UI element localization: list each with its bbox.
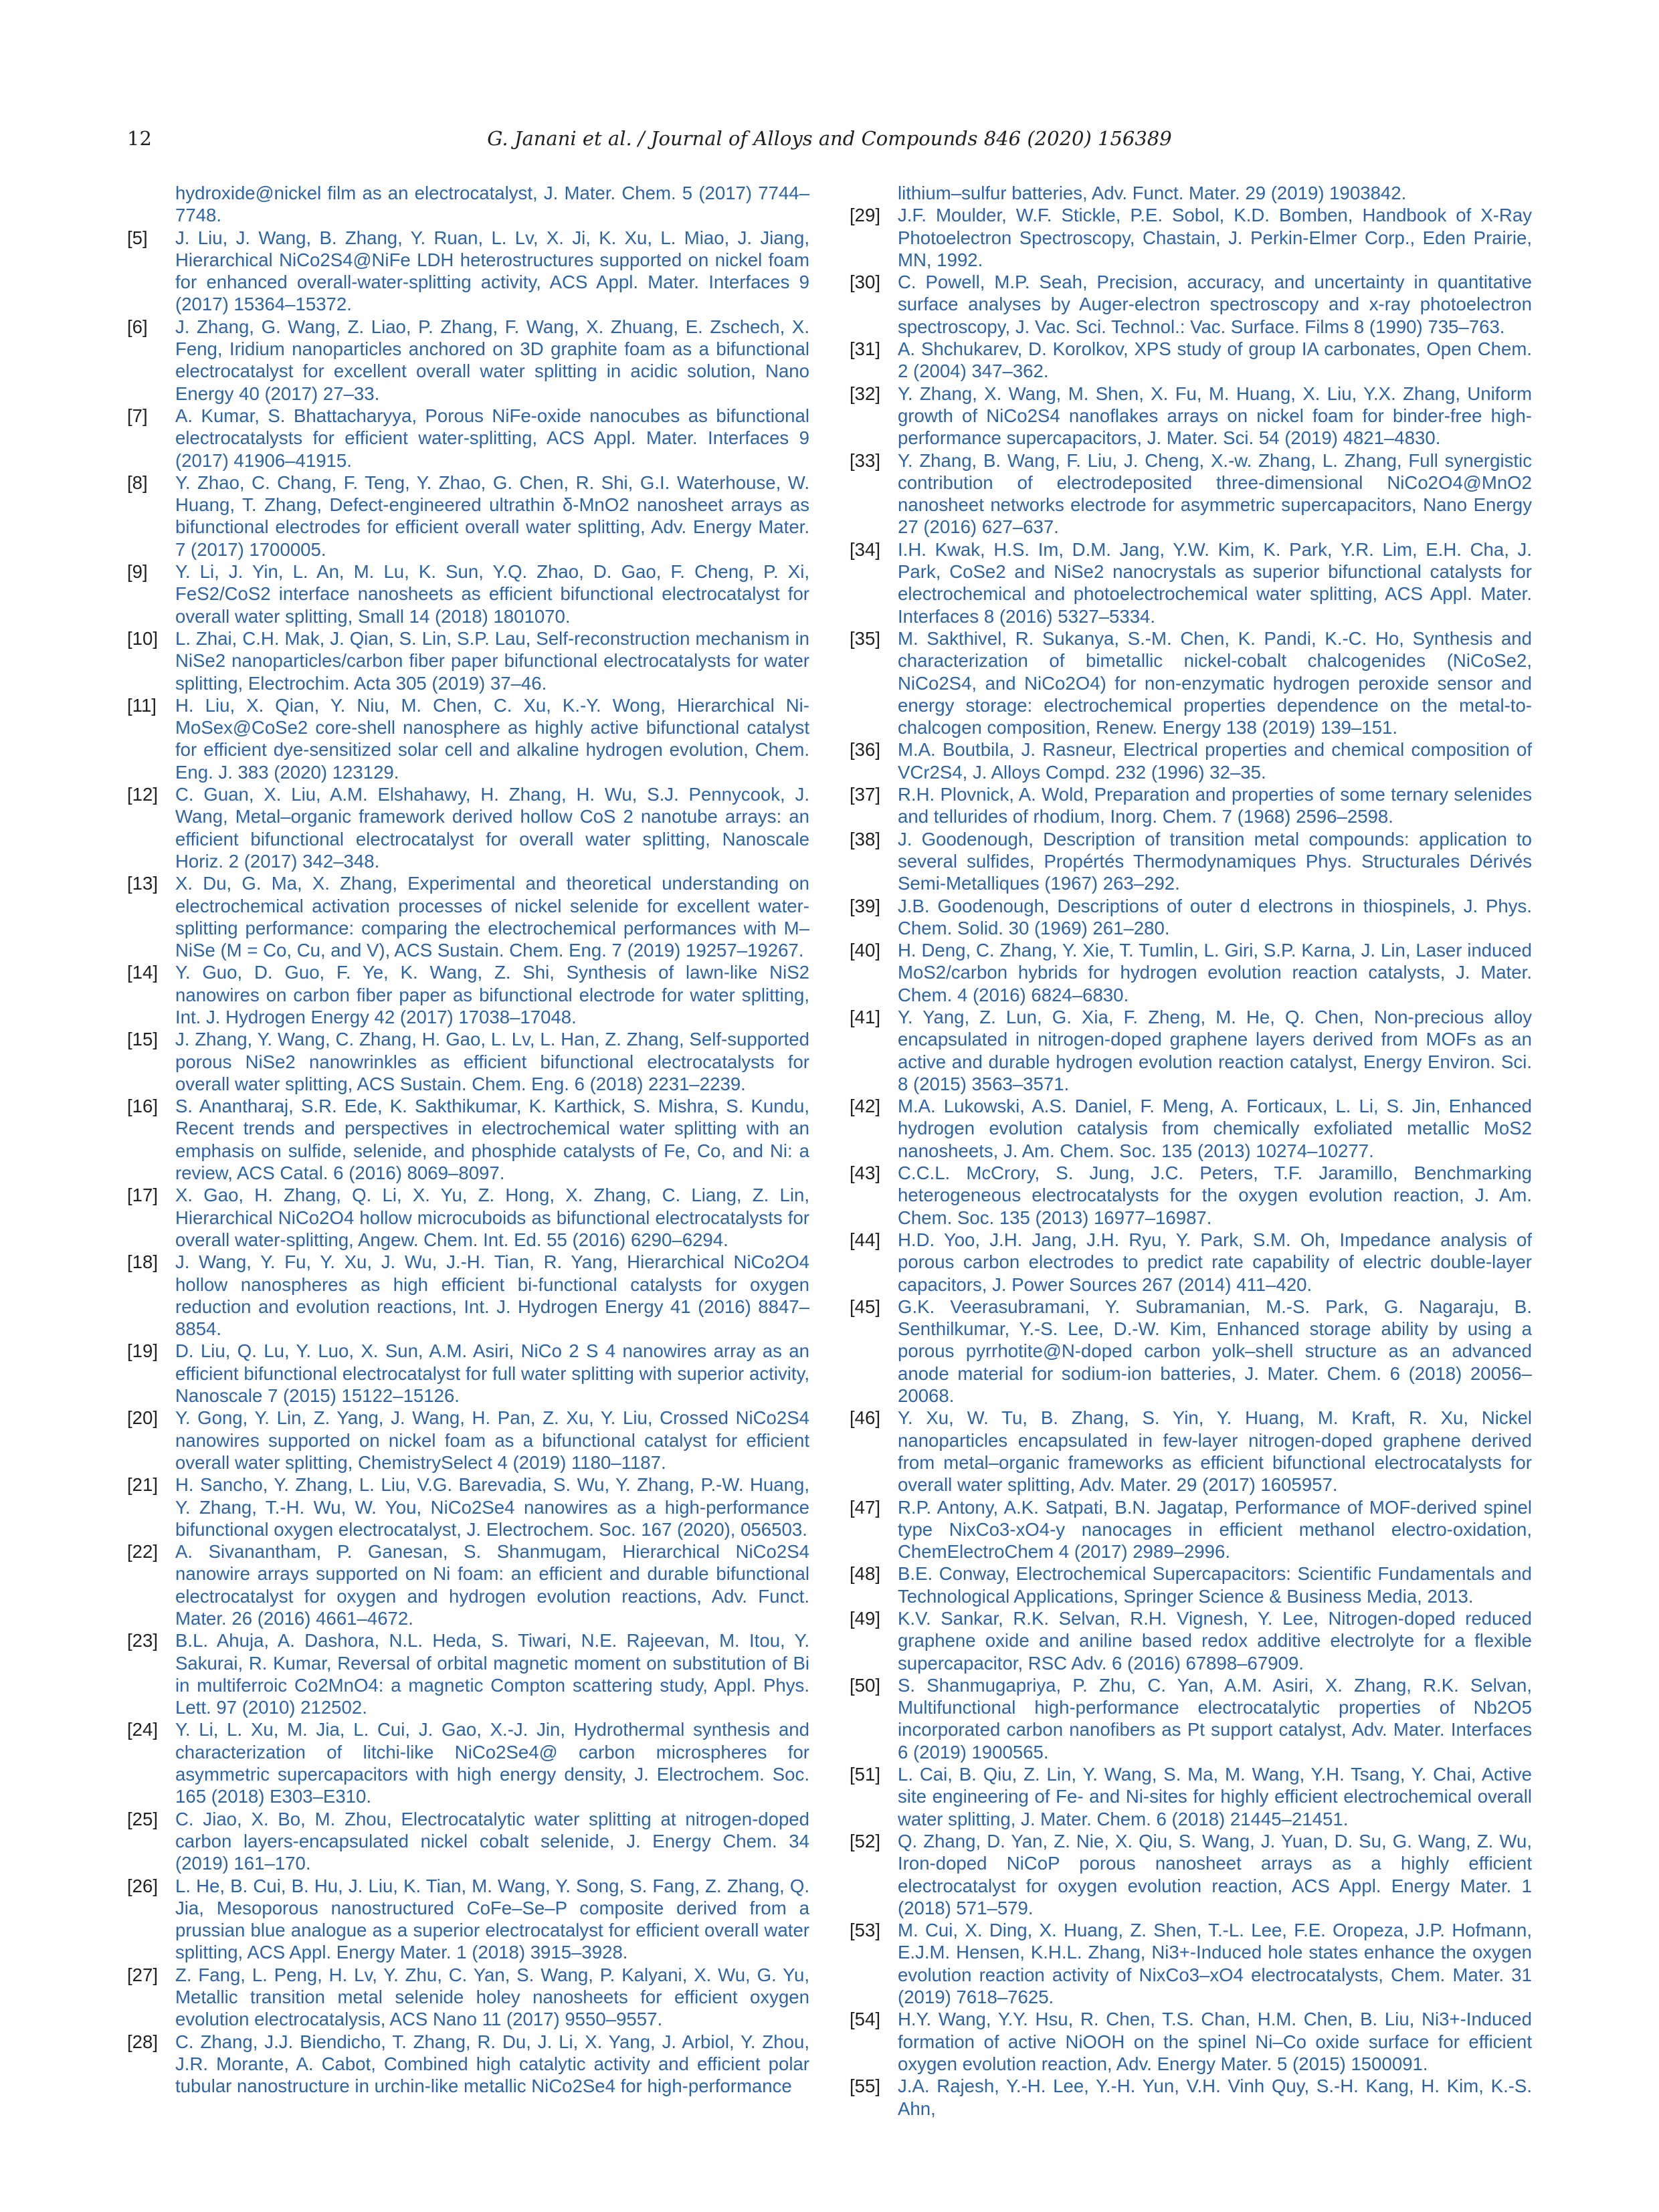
reference-item — [850, 1674, 1532, 1763]
reference-number: [13] — [127, 873, 159, 894]
running-header-citation: G. Janani et al. / Journal of Alloys and Compounds 846 (2020) 156389 — [487, 127, 1172, 150]
reference-number: [54] — [850, 2009, 881, 2030]
reference-continuation — [127, 182, 809, 227]
reference-number: [21] — [127, 1474, 159, 1496]
reference-link-text[interactable]: X. Du, G. Ma, X. Zhang, Experimental and theoretical understanding on electrochemical activation processes of nickel selenide for excellent water-splitting performance: comparing the electrochemical performances with M–NiSe (M = Co, Cu, and V), ACS Sustain. Chem. Eng. 7 (2019) 19257–19267. — [175, 873, 809, 961]
reference-link-text[interactable]: Y. Li, J. Yin, L. An, M. Lu, K. Sun, Y.Q. Zhao, D. Gao, F. Cheng, P. Xi, FeS2/CoS2 interface nanosheets as efficient bifunctional electrocatalyst for overall water splitting, Small 14 (2018) 1801070. — [175, 561, 809, 627]
reference-number: [14] — [127, 962, 159, 983]
reference-link-text[interactable]: R.P. Antony, A.K. Satpati, B.N. Jagatap, Performance of MOF-derived spinel type NixCo3-xO4-y nanocages in efficient methanol electro-oxidation, ChemElectroChem 4 (2017) 2989–2996. — [898, 1496, 1532, 1563]
reference-number: [24] — [127, 1719, 159, 1740]
reference-link-text[interactable]: L. He, B. Cui, B. Hu, J. Liu, K. Tian, M. Wang, Y. Song, S. Fang, Z. Zhang, Q. Jia, Mesoporous nanostructured CoFe–Se–P composite derived from a prussian blue analogue as a superior electrocatalyst for efficient overall water splitting, ACS Appl. Energy Mater. 1 (2018) 3915–3928. — [175, 1875, 809, 1963]
reference-number: [50] — [850, 1674, 881, 1696]
reference-number: [44] — [850, 1229, 881, 1250]
reference-number: [18] — [127, 1251, 159, 1273]
reference-link-text[interactable]: B.L. Ahuja, A. Dashora, N.L. Heda, S. Tiwari, N.E. Rajeevan, M. Itou, Y. Sakurai, R. Kumar, Reversal of orbital magnetic moment on substitution of Bi in multiferroic Co2MnO4: a magnetic Compton scattering study, Appl. Phys. Lett. 97 (2010) 212502. — [175, 1630, 809, 1718]
reference-number: [8] — [127, 472, 148, 493]
reference-number: [20] — [127, 1407, 159, 1429]
reference-item — [850, 1563, 1532, 1607]
reference-number: [33] — [850, 449, 881, 471]
reference-item — [127, 405, 809, 472]
reference-link-text[interactable]: H. Sancho, Y. Zhang, L. Liu, V.G. Barevadia, S. Wu, Y. Zhang, P.-W. Huang, Y. Zhang, T.-H. Wu, W. You, NiCo2Se4 nanowires as a high-performance bifunctional oxygen electrocatalyst, J. Electrochem. Soc. 167 (2020), 056503. — [175, 1474, 809, 1540]
reference-link-text[interactable]: C. Guan, X. Liu, A.M. Elshahawy, H. Zhang, H. Wu, S.J. Pennycook, J. Wang, Metal–organic framework derived hollow CoS 2 nanotube arrays: an efficient bifunctional electrocatalyst for overall water splitting, Nanoscale Horiz. 2 (2017) 342–348. — [175, 784, 809, 872]
references-right-column — [850, 182, 1532, 2120]
reference-link-text[interactable]: L. Cai, B. Qiu, Z. Lin, Y. Wang, S. Ma, M. Wang, Y.H. Tsang, Y. Chai, Active site engineering of Fe- and Ni-sites for highly efficient electrochemical overall water splitting, J. Mater. Chem. 6 (2018) 21445–21451. — [898, 1764, 1532, 1829]
reference-item — [127, 561, 809, 627]
reference-item — [850, 538, 1532, 627]
reference-number: [28] — [127, 2031, 159, 2052]
reference-link-text[interactable]: M.A. Boutbila, J. Rasneur, Electrical properties and chemical composition of VCr2S4, J. Alloys Compd. 232 (1996) 32–35. — [898, 739, 1532, 783]
reference-link-text[interactable]: J. Zhang, G. Wang, Z. Liao, P. Zhang, F. Wang, X. Zhuang, E. Zschech, X. Feng, Iridium nanoparticles anchored on 3D graphite foam as a bifunctional electrocatalyst for excellent overall water splitting in acidic solution, Nano Energy 40 (2017) 27–33. — [175, 316, 809, 404]
reference-link-text[interactable]: Y. Li, L. Xu, M. Jia, L. Cui, J. Gao, X.-J. Jin, Hydrothermal synthesis and characterization of litchi-like NiCo2Se4@ carbon microspheres for asymmetric supercapacitors with high energy density, J. Electrochem. Soc. 165 (2018) E303–E310. — [175, 1719, 809, 1807]
reference-number: [53] — [850, 1920, 881, 1941]
reference-item — [127, 1474, 809, 1540]
reference-item — [127, 1629, 809, 1718]
reference-number: [37] — [850, 784, 881, 805]
reference-link-text[interactable]: A. Shchukarev, D. Korolkov, XPS study of group IA carbonates, Open Chem. 2 (2004) 347–362. — [898, 338, 1532, 382]
reference-item — [850, 271, 1532, 338]
reference-link-text[interactable]: S. Shanmugapriya, P. Zhu, C. Yan, A.M. Asiri, X. Zhang, R.K. Selvan, Multifunctional high-performance electrocatalytic properties of Nb2O5 incorporated carbon nanofibers as Pt support catalyst, Adv. Mater. Interfaces 6 (2019) 1900565. — [898, 1674, 1532, 1763]
reference-continuation — [850, 182, 1532, 204]
reference-item — [127, 1964, 809, 2031]
reference-link-text[interactable]: A. Kumar, S. Bhattacharyya, Porous NiFe-oxide nanocubes as bifunctional electrocatalysts for efficient water-splitting, ACS Appl. Mater. Interfaces 9 (2017) 41906–41915. — [175, 405, 809, 471]
reference-number: [39] — [850, 895, 881, 916]
reference-link-text[interactable]: J. Wang, Y. Fu, Y. Xu, J. Wu, J.-H. Tian, R. Yang, Hierarchical NiCo2O4 hollow nanospheres as high efficient bi-functional catalysts for oxygen reduction and evolution reactions, Int. J. Hydrogen Energy 41 (2016) 8847–8854. — [175, 1251, 809, 1340]
reference-item — [850, 1407, 1532, 1496]
reference-number: [9] — [127, 561, 148, 583]
reference-link-text[interactable]: C.C.L. McCrory, S. Jung, J.C. Peters, T.F. Jaramillo, Benchmarking heterogeneous electrocatalysts for the oxygen evolution reaction, J. Am. Chem. Soc. 135 (2013) 16977–16987. — [898, 1163, 1532, 1228]
reference-link-text[interactable]: H.D. Yoo, J.H. Jang, J.H. Ryu, Y. Park, S.M. Oh, Impedance analysis of porous carbon electrodes to predict rate capability of electric double-layer capacitors, J. Power Sources 267 (2014) 411–420. — [898, 1229, 1532, 1295]
reference-number: [12] — [127, 784, 159, 805]
reference-item — [127, 872, 809, 961]
reference-number: [19] — [127, 1340, 159, 1362]
reference-number: [11] — [127, 694, 157, 716]
reference-item — [127, 783, 809, 872]
reference-number: [52] — [850, 1830, 881, 1851]
reference-item — [127, 1184, 809, 1251]
reference-link-text[interactable]: J. Zhang, Y. Wang, C. Zhang, H. Gao, L. Lv, L. Han, Z. Zhang, Self-supported porous NiSe2 nanowrinkles as efficient bifunctional electrocatalysts for overall water splitting, ACS Sustain. Chem. Eng. 6 (2018) 2231–2239. — [175, 1029, 809, 1094]
reference-link-text[interactable]: Y. Gong, Y. Lin, Z. Yang, J. Wang, H. Pan, Z. Xu, Y. Liu, Crossed NiCo2S4 nanowires supported on nickel foam as a bifunctional catalyst for efficient overall water splitting, ChemistrySelect 4 (2019) 1180–1187. — [175, 1407, 809, 1473]
reference-item — [127, 1718, 809, 1807]
reference-number: [49] — [850, 1608, 881, 1629]
reference-number: [55] — [850, 2076, 881, 2097]
reference-item — [850, 783, 1532, 828]
reference-number: [38] — [850, 828, 881, 849]
reference-number: [32] — [850, 383, 881, 404]
reference-item — [127, 1407, 809, 1474]
reference-item — [127, 1028, 809, 1095]
references-left-column — [127, 182, 809, 2098]
reference-item — [850, 1496, 1532, 1563]
reference-link-text[interactable]: R.H. Plovnick, A. Wold, Preparation and properties of some ternary selenides and tellurides of rhodium, Inorg. Chem. 7 (1968) 2596–2598. — [898, 784, 1532, 827]
reference-item — [850, 1919, 1532, 2008]
page-number: 12 — [127, 127, 152, 150]
reference-link-text[interactable]: Y. Zhang, B. Wang, F. Liu, J. Cheng, X.-w. Zhang, L. Zhang, Full synergistic contribution of electrodeposited three-dimensional NiCo2O4@MnO2 nanosheet networks electrode for asymmetric supercapacitors, Nano Energy 27 (2016) 627–637. — [898, 449, 1532, 538]
reference-number: [35] — [850, 627, 881, 649]
page-header — [0, 127, 1659, 161]
reference-link-text[interactable]: Y. Zhao, C. Chang, F. Teng, Y. Zhao, G. Chen, R. Shi, G.I. Waterhouse, W. Huang, T. Zhang, Defect-engineered ultrathin δ-MnO2 nanosheet arrays as bifunctional electrodes for efficient overall water splitting, Adv. Energy Mater. 7 (2017) 1700005. — [175, 472, 809, 560]
reference-item — [127, 1340, 809, 1407]
reference-link-text[interactable]: G.K. Veerasubramani, Y. Subramanian, M.-S. Park, G. Nagaraju, B. Senthilkumar, Y.-S. Lee, D.-W. Kim, Enhanced storage ability by using a porous pyrrhotite@N-doped carbon yolk–shell structure as an advanced anode material for sodium-ion batteries, J. Mater. Chem. 6 (2018) 20056–20068. — [898, 1296, 1532, 1407]
reference-item — [850, 1296, 1532, 1407]
reference-number: [47] — [850, 1496, 881, 1518]
reference-item — [850, 338, 1532, 383]
reference-number: [23] — [127, 1630, 159, 1651]
reference-link-text[interactable]: S. Anantharaj, S.R. Ede, K. Sakthikumar, K. Karthick, S. Mishra, S. Kundu, Recent trends and perspectives in electrochemical water splitting with an emphasis on sulfide, selenide, and phosphide catalysts of Fe, Co, and Ni: a review, ACS Catal. 6 (2016) 8069–8097. — [175, 1096, 809, 1184]
reference-link-text[interactable]: D. Liu, Q. Lu, Y. Luo, X. Sun, A.M. Asiri, NiCo 2 S 4 nanowires array as an efficient bifunctional electrocatalyst for full water splitting with superior activity, Nanoscale 7 (2015) 15122–15126. — [175, 1340, 809, 1407]
reference-number: [51] — [850, 1764, 881, 1785]
reference-item — [127, 627, 809, 694]
reference-number: [46] — [850, 1407, 881, 1429]
reference-link-text[interactable]: M. Cui, X. Ding, X. Huang, Z. Shen, T.-L. Lee, F.E. Oropeza, J.P. Hofmann, E.J.M. Hensen, K.H.L. Zhang, Ni3+-Induced hole states enhance the oxygen evolution reaction activity of NixCo3–xO4 electrocatalysts, Chem. Mater. 31 (2019) 7618–7625. — [898, 1920, 1532, 2008]
reference-number: [7] — [127, 405, 148, 426]
reference-item — [850, 1229, 1532, 1296]
reference-link-text[interactable]: J. Goodenough, Description of transition metal compounds: application to several sulfides, Propértés Thermodynamiques Phys. Structurales Dérivés Semi-Metalliques (1967) 263–292. — [898, 828, 1532, 894]
reference-link-text[interactable]: X. Gao, H. Zhang, Q. Li, X. Yu, Z. Hong, X. Zhang, C. Liang, Z. Lin, Hierarchical NiCo2O4 hollow microcuboids as bifunctional electrocatalysts for overall water-splitting, Angew. Chem. Int. Ed. 55 (2016) 6290–6294. — [175, 1185, 809, 1250]
reference-number: [15] — [127, 1029, 159, 1050]
reference-link-text[interactable]: hydroxide@nickel film as an electrocatalyst, J. Mater. Chem. 5 (2017) 7744–7748. — [175, 183, 809, 226]
reference-item — [850, 1006, 1532, 1095]
reference-item — [850, 2075, 1532, 2120]
reference-item — [127, 694, 809, 783]
reference-item — [850, 1763, 1532, 1830]
reference-number: [17] — [127, 1185, 159, 1206]
reference-link-text[interactable]: B.E. Conway, Electrochemical Supercapacitors: Scientific Fundamentals and Technological Applications, Springer Science & Business Media, 2013. — [898, 1563, 1532, 1607]
reference-link-text[interactable]: J.F. Moulder, W.F. Stickle, P.E. Sobol, K.D. Bomben, Handbook of X-Ray Photoelectron Spectroscopy, Chastain, J. Perkin-Elmer Corp., Eden Prairie, MN, 1992. — [898, 205, 1532, 270]
reference-link-text[interactable]: H. Deng, C. Zhang, Y. Xie, T. Tumlin, L. Giri, S.P. Karna, J. Lin, Laser induced MoS2/carbon hybrids for hydrogen evolution reaction catalysts, J. Mater. Chem. 4 (2016) 6824–6830. — [898, 940, 1532, 1005]
reference-link-text[interactable]: Y. Guo, D. Guo, F. Ye, K. Wang, Z. Shi, Synthesis of lawn-like NiS2 nanowires on carbon fiber paper as bifunctional electrode for water splitting, Int. J. Hydrogen Energy 42 (2017) 17038–17048. — [175, 962, 809, 1027]
reference-item — [850, 1607, 1532, 1674]
reference-link-text[interactable]: C. Jiao, X. Bo, M. Zhou, Electrocatalytic water splitting at nitrogen-doped carbon layers-encapsulated nickel cobalt selenide, J. Energy Chem. 34 (2019) 161–170. — [175, 1808, 809, 1874]
reference-number: [22] — [127, 1541, 159, 1563]
reference-number: [5] — [127, 227, 148, 248]
reference-link-text[interactable]: C. Zhang, J.J. Biendicho, T. Zhang, R. Du, J. Li, X. Yang, J. Arbiol, Y. Zhou, J.R. Morante, A. Cabot, Combined high catalytic activity and efficient polar tubular nanostructure in urchin-like metallic NiCo2Se4 for high-performance — [175, 2031, 809, 2097]
reference-item — [850, 204, 1532, 271]
reference-item — [127, 1875, 809, 1964]
reference-link-text[interactable]: Y. Yang, Z. Lun, G. Xia, F. Zheng, M. He, Q. Chen, Non-precious alloy encapsulated in nitrogen-doped graphene layers derived from MOFs as an active and durable hydrogen evolution reaction catalyst, Energy Environ. Sci. 8 (2015) 3563–3571. — [898, 1006, 1532, 1094]
reference-item — [850, 895, 1532, 940]
reference-item — [127, 316, 809, 405]
reference-item — [850, 627, 1532, 738]
reference-number: [10] — [127, 627, 159, 649]
reference-number: [31] — [850, 338, 881, 360]
reference-number: [6] — [127, 316, 148, 337]
reference-link-text[interactable]: Q. Zhang, D. Yan, Z. Nie, X. Qiu, S. Wang, J. Yuan, D. Su, G. Wang, Z. Wu, Iron-doped NiCoP porous nanosheet arrays as a highly efficient electrocatalyst for oxygen evolution reaction, ACS Appl. Energy Mater. 1 (2018) 571–579. — [898, 1830, 1532, 1918]
reference-item — [127, 1808, 809, 1875]
reference-number: [26] — [127, 1875, 159, 1896]
reference-link-text[interactable]: lithium–sulfur batteries, Adv. Funct. Mater. 29 (2019) 1903842. — [898, 183, 1407, 203]
reference-link-text[interactable]: M.A. Lukowski, A.S. Daniel, F. Meng, A. Forticaux, L. Li, S. Jin, Enhanced hydrogen evolution catalysis from chemically exfoliated metallic MoS2 nanosheets, J. Am. Chem. Soc. 135 (2013) 10274–10277. — [898, 1096, 1532, 1161]
reference-link-text[interactable]: M. Sakthivel, R. Sukanya, S.-M. Chen, K. Pandi, K.-C. Ho, Synthesis and characterization of bimetallic nickel-cobalt chalcogenides (NiCoSe2, NiCo2S4, and NiCo2O4) for non-enzymatic hydrogen peroxide sensor and energy storage: electrochemical properties dependence on the metal-to-chalcogen composition, Renew. Energy 138 (2019) 139–151. — [898, 627, 1532, 738]
reference-link-text[interactable]: A. Sivanantham, P. Ganesan, S. Shanmugam, Hierarchical NiCo2S4 nanowire arrays supported on Ni foam: an efficient and durable bifunctional electrocatalyst for oxygen and hydrogen evolution reactions, Adv. Funct. Mater. 26 (2016) 4661–4672. — [175, 1541, 809, 1629]
reference-number: [29] — [850, 205, 881, 226]
reference-link-text[interactable]: Z. Fang, L. Peng, H. Lv, Y. Zhu, C. Yan, S. Wang, P. Kalyani, X. Wu, G. Yu, Metallic transition metal selenide holey nanosheets for efficient oxygen evolution electrocatalysis, ACS Nano 11 (2017) 9550–9557. — [175, 1964, 809, 2030]
reference-item — [850, 939, 1532, 1006]
reference-link-text[interactable]: K.V. Sankar, R.K. Selvan, R.H. Vignesh, Y. Lee, Nitrogen-doped reduced graphene oxide and aniline based redox additive electrolyte for a flexible supercapacitor, RSC Adv. 6 (2016) 67898–67909. — [898, 1608, 1532, 1674]
reference-number: [41] — [850, 1006, 881, 1027]
reference-number: [45] — [850, 1296, 881, 1317]
reference-item — [850, 449, 1532, 538]
reference-item — [850, 828, 1532, 895]
reference-link-text[interactable]: C. Powell, M.P. Seah, Precision, accuracy, and uncertainty in quantitative surface analyses by Auger-electron spectroscopy and x-ray photoelectron spectroscopy, J. Vac. Sci. Technol.: Vac. Surface. Films 8 (1990) 735–763. — [898, 272, 1532, 337]
reference-link-text[interactable]: J.B. Goodenough, Descriptions of outer d electrons in thiospinels, J. Phys. Chem. Solid. 30 (1969) 261–280. — [898, 895, 1532, 938]
reference-item — [127, 2031, 809, 2098]
reference-link-text[interactable]: Y. Xu, W. Tu, B. Zhang, S. Yin, Y. Huang, M. Kraft, R. Xu, Nickel nanoparticles encapsulated in few-layer nitrogen-doped graphene derived from metal–organic frameworks as efficient bifunctional electrocatalysts for overall water splitting, Adv. Mater. 29 (2017) 1605957. — [898, 1407, 1532, 1496]
reference-number: [16] — [127, 1096, 159, 1117]
reference-number: [36] — [850, 739, 881, 761]
reference-item — [850, 383, 1532, 449]
reference-item — [127, 1095, 809, 1184]
reference-item — [850, 1830, 1532, 1919]
reference-link-text[interactable]: J.A. Rajesh, Y.-H. Lee, Y.-H. Yun, V.H. Vinh Quy, S.-H. Kang, H. Kim, K.-S. Ahn, — [898, 2076, 1532, 2119]
reference-number: [48] — [850, 1563, 881, 1585]
reference-number: [27] — [127, 1964, 159, 1985]
reference-number: [42] — [850, 1096, 881, 1117]
reference-item — [127, 1540, 809, 1629]
reference-item — [850, 2008, 1532, 2075]
reference-number: [40] — [850, 940, 881, 961]
reference-item — [850, 738, 1532, 783]
reference-number: [25] — [127, 1808, 159, 1829]
reference-link-text[interactable]: H.Y. Wang, Y.Y. Hsu, R. Chen, T.S. Chan, H.M. Chen, B. Liu, Ni3+-Induced formation of active NiOOH on the spinel Ni–Co oxide surface for efficient oxygen evolution reaction, Adv. Energy Mater. 5 (2015) 1500091. — [898, 2009, 1532, 2074]
reference-item — [850, 1095, 1532, 1162]
reference-item — [127, 961, 809, 1028]
reference-item — [127, 1251, 809, 1340]
reference-link-text[interactable]: L. Zhai, C.H. Mak, J. Qian, S. Lin, S.P. Lau, Self-reconstruction mechanism in NiSe2 nanoparticles/carbon fiber paper bifunctional electrocatalysts for water splitting, Electrochim. Acta 305 (2019) 37–46. — [175, 627, 809, 694]
reference-number: [34] — [850, 538, 881, 560]
reference-link-text[interactable]: J. Liu, J. Wang, B. Zhang, Y. Ruan, L. Lv, X. Ji, K. Xu, L. Miao, J. Jiang, Hierarchical NiCo2S4@NiFe LDH heterostructures supported on nickel foam for enhanced overall-water-splitting activity, ACS Appl. Mater. Interfaces 9 (2017) 15364–15372. — [175, 227, 809, 315]
reference-item — [127, 227, 809, 316]
reference-number: [43] — [850, 1163, 881, 1184]
reference-item — [850, 1162, 1532, 1229]
reference-link-text[interactable]: Y. Zhang, X. Wang, M. Shen, X. Fu, M. Huang, X. Liu, Y.X. Zhang, Uniform growth of NiCo2S4 nanoflakes arrays on nickel foam for binder-free high-performance supercapacitors, J. Mater. Sci. 54 (2019) 4821–4830. — [898, 383, 1532, 449]
reference-item — [127, 472, 809, 561]
reference-link-text[interactable]: I.H. Kwak, H.S. Im, D.M. Jang, Y.W. Kim, K. Park, Y.R. Lim, E.H. Cha, J. Park, CoSe2 and NiSe2 nanocrystals as superior bifunctional catalysts for electrochemical and photoelectrochemical water splitting, ACS Appl. Mater. Interfaces 8 (2016) 5327–5334. — [898, 538, 1532, 627]
reference-link-text[interactable]: H. Liu, X. Qian, Y. Niu, M. Chen, C. Xu, K.-Y. Wong, Hierarchical Ni-MoSex@CoSe2 core-shell nanosphere as highly active bifunctional catalyst for efficient dye-sensitized solar cell and alkaline hydrogen evolution, Chem. Eng. J. 383 (2020) 123129. — [175, 694, 809, 783]
reference-number: [30] — [850, 272, 881, 293]
